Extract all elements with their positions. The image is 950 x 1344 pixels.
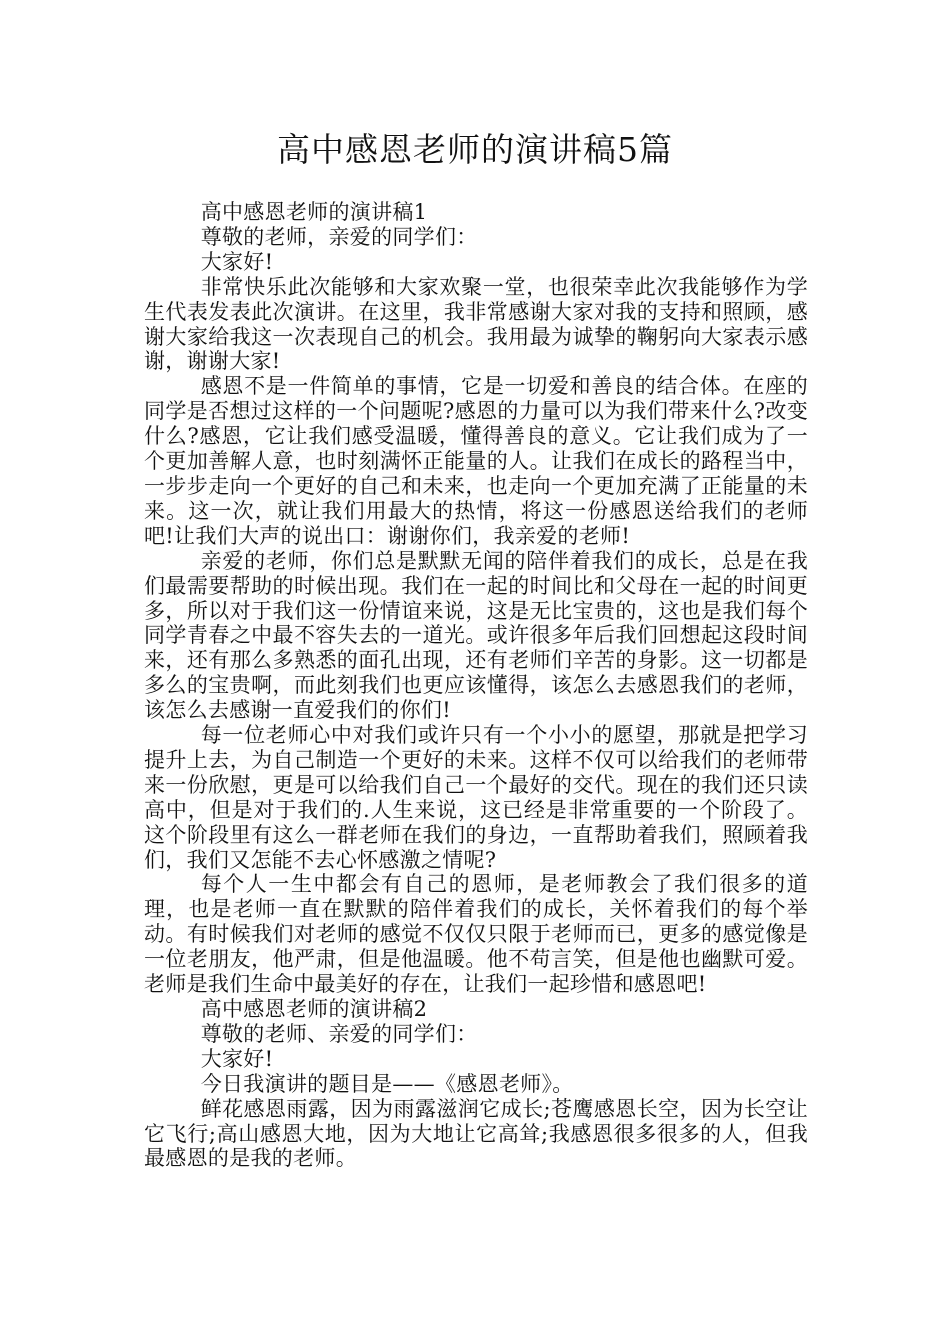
salutation: 尊敬的老师，亲爱的同学们： (200, 224, 478, 249)
paragraph: 亲爱的老师，你们总是默默无闻的陪伴着我们的成长，总是在我们最需要帮助的时候出现。我们在一起的时间比和父母在一起的时间更多，所以对于我们这一份情谊来说，这是无比宝贵的，这也是我们每个同学青春之中最不容失去的一道光。或许很多年后我们回想起这段时间来，还有那么多熟悉的面孔出现，还有老师们辛苦的身影。这一切都是多么的宝贵啊，而此刻我们也更应该懂得，该怎么去感恩我们的老师，该怎么去感谢一直爱我们的你们! (144, 548, 808, 723)
section-heading-2: 高中感恩老师的演讲稿2 (200, 997, 428, 1021)
paragraph: 每一位老师心中对我们或许只有一个小小的愿望，那就是把学习提升上去，为自己制造一个更好的未来。这样不仅可以给我们的老师带来一份欣慰，更是可以给我们自己一个最好的交代。现在的我们还只读高中，但是对于我们的.人生来说，这已经是非常重要的一个阶段了。这个阶段里有这么一群老师在我们的身边，一直帮助着我们，照顾着我们，我们又怎能不去心怀感激之情呢? (144, 723, 808, 872)
paragraph: 每个人一生中都会有自己的恩师，是老师教会了我们很多的道理，也是老师一直在默默的陪伴着我们的成长，关怀着我们的每个举动。有时候我们对老师的感觉不仅仅只限于老师而已，更多的感觉像是一位老朋友，他严肃，但是他温暖。他不苟言笑，但是他也幽默可爱。老师是我们生命中最美好的存在，让我们一起珍惜和感恩吧! (144, 872, 808, 997)
greeting: 大家好! (200, 1046, 274, 1071)
salutation: 尊敬的老师、亲爱的同学们： (200, 1021, 478, 1046)
document-body (144, 200, 808, 1171)
paragraph: 感恩不是一件简单的事情，它是一切爱和善良的结合体。在座的同学是否想过这样的一个问题呢?感恩的力量可以为我们带来什么?改变什么?感恩，它让我们感受温暖，懂得善良的意义。它让我们成为了一个更加善解人意，也时刻满怀正能量的人。让我们在成长的路程当中，一步步走向一个更好的自己和未来，也走向一个更加充满了正能量的未来。这一次，就让我们用最大的热情，将这一份感恩送给我们的老师吧!让我们大声的说出口：谢谢你们，我亲爱的老师! (144, 374, 808, 548)
paragraph: 非常快乐此次能够和大家欢聚一堂，也很荣幸此次我能够作为学生代表发表此次演讲。在这里，我非常感谢大家对我的支持和照顾，感谢大家给我这一次表现自己的机会。我用最为诚挚的鞠躬向大家表示感谢，谢谢大家! (144, 274, 808, 374)
section-heading-1: 高中感恩老师的演讲稿1 (200, 200, 428, 224)
greeting: 大家好! (200, 249, 274, 274)
paragraph: 今日我演讲的题目是——《感恩老师》。 (200, 1071, 574, 1096)
document-title: 高中感恩老师的演讲稿5篇 (277, 130, 673, 169)
paragraph: 鲜花感恩雨露，因为雨露滋润它成长;苍鹰感恩长空，因为长空让它飞行;高山感恩大地，因为大地让它高耸;我感恩很多很多的人，但我最感恩的是我的老师。 (144, 1096, 808, 1171)
